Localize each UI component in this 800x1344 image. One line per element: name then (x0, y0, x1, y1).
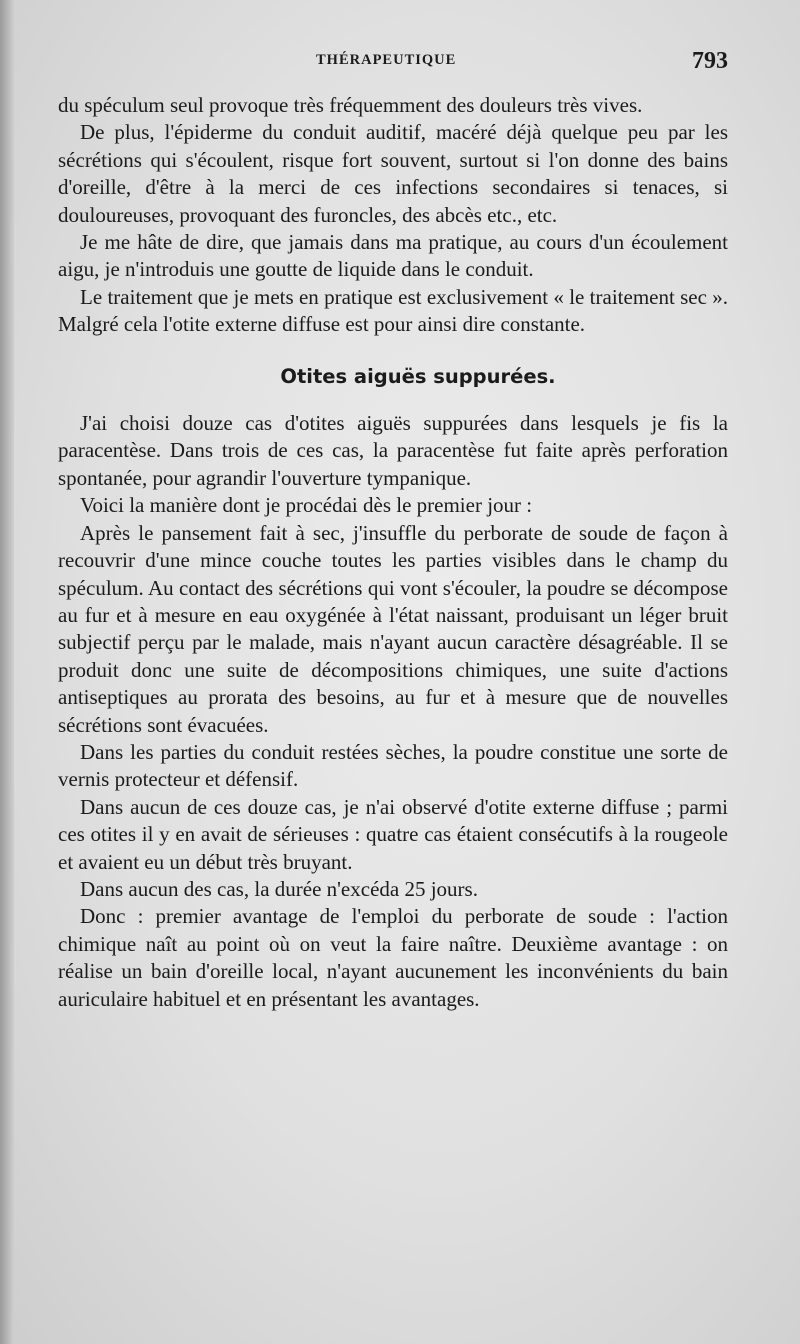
page-body (58, 92, 728, 1013)
paragraph: Voici la manière dont je procédai dès le premier jour : (80, 493, 533, 518)
section-heading: Otites aiguës suppurées. (280, 364, 556, 388)
paragraph: Dans aucun des cas, la durée n'excéda 25 jours. (80, 876, 478, 901)
paragraph: De plus, l'épiderme du conduit auditif, macéré déjà quelque peu par les sécrétions qui s'écoulent, risque fort souvent, surtout si l'on donne des bains d'oreille, d'être à la merci de ces infections secondaires si tenaces, si douloureuses, provoquant des furoncles, des abcès etc., etc. (58, 120, 728, 227)
paragraph: Dans aucun de ces douze cas, je n'ai observé d'otite externe diffuse ; parmi ces otites il y en avait de sérieuses : quatre cas étaient consécutifs à la rougeole et avaient eu un début très bruyant. (58, 794, 728, 874)
paragraph: Dans les parties du conduit restées sèches, la poudre constitue une sorte de vernis protecteur et défensif. (58, 739, 728, 792)
page-number: 793 (692, 48, 728, 74)
paragraph: Après le pansement fait à sec, j'insuffle du perborate de soude de façon à recouvrir d'une mince couche toutes les parties visibles dans le champ du spéculum. Au contact des sécrétions qui vont s'écouler, la poudre se décompose au fur et à mesure en eau oxygénée à l'état naissant, produisant un léger bruit subjectif perçu par le malade, mais n'ayant aucun caractère désagréable. Il se produit donc une suite de décompositions chimiques, une suite d'actions antiseptiques au prorata des besoins, au fur et à mesure que de nouvelles sécrétions sont évacuées. (58, 520, 728, 737)
paragraph: J'ai choisi douze cas d'otites aiguës suppurées dans lesquels je fis la paracentèse. Dans trois de ces cas, la paracentèse fut faite après perforation spontanée, pour agrandir l'ouverture tympanique. (58, 411, 728, 490)
paragraph: Donc : premier avantage de l'emploi du perborate de soude : l'action chimique naît au point où on veut la faire naître. Deuxième avantage : on réalise un bain d'oreille local, n'ayant aucunement les inconvénients du bain auriculaire habituel et en présentant les avantages. (58, 904, 728, 1011)
paragraph: Je me hâte de dire, que jamais dans ma pratique, au cours d'un écoulement aigu, je n'introduis une goutte de liquide dans le conduit. (58, 230, 728, 282)
paragraph: du spéculum seul provoque très fréquemment des douleurs très vives. (58, 93, 643, 117)
running-title: THÉRAPEUTIQUE (316, 52, 457, 68)
page-header (58, 50, 728, 78)
page-gutter-shadow (0, 0, 14, 1344)
paragraph: Le traitement que je mets en pratique est exclusivement « le traitement sec ». Malgré cela l'otite externe diffuse est pour ainsi dire constante. (58, 284, 728, 337)
